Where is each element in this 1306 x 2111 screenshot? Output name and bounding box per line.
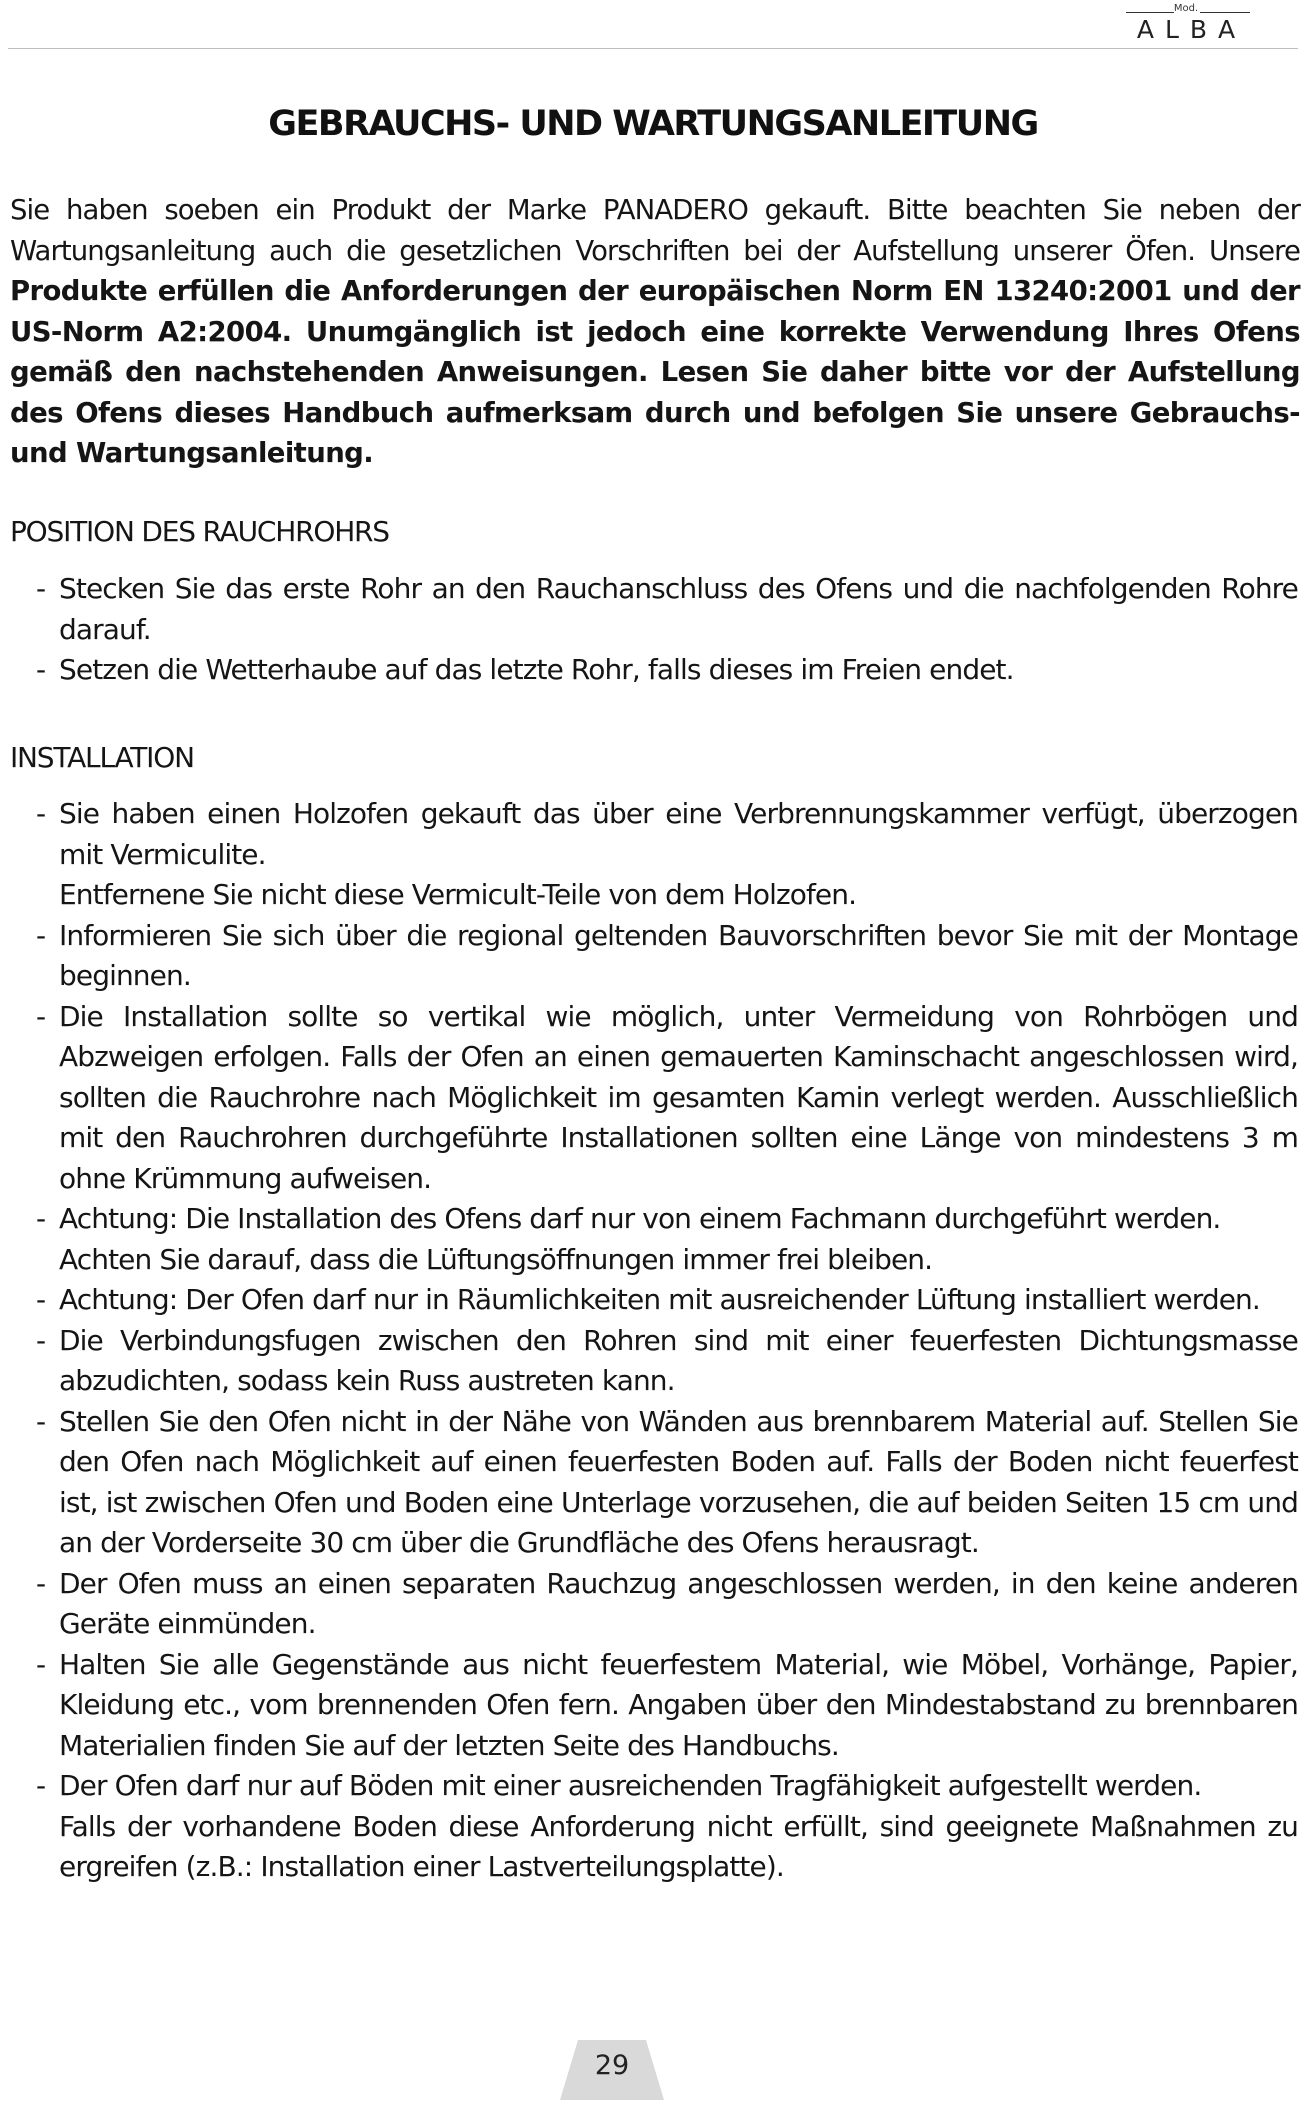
bullet-dash: - [36, 1202, 46, 1235]
bullet-dash: - [36, 1769, 46, 1802]
page-title: GEBRAUCHS- UND WARTUNGSANLEITUNG [268, 104, 1038, 144]
section-title-smoke-pipe: POSITION DES RAUCHROHRS [10, 515, 389, 548]
bullet-dash: - [36, 918, 46, 952]
bullet-dash: - [36, 1323, 46, 1357]
bullet-dash: - [36, 999, 46, 1033]
list-item [36, 1199, 1298, 1280]
list-item-continuation: Entfernene Sie nicht diese Vermicult-Teile von dem Holzofen. [59, 878, 857, 911]
list-item [36, 1402, 1298, 1564]
page-number-tab [560, 2040, 664, 2100]
list-item [36, 997, 1298, 1200]
bullet-dash: - [36, 1283, 46, 1316]
list-item [36, 1280, 1298, 1321]
bullet-dash: - [36, 653, 46, 686]
intro-paragraph [10, 190, 1300, 474]
list-item-text: Stecken Sie das erste Rohr an den Rauchanschluss des Ofens und die nachfolgenden Rohre darauf. [59, 572, 1298, 646]
bullet-dash: - [36, 1404, 46, 1438]
list-item [36, 1645, 1298, 1767]
bullet-dash: - [36, 572, 46, 605]
list-item-continuation: Falls der vorhandene Boden diese Anforderung nicht erfüllt, sind geeignete Maßnahmen zu ergreifen (z.B.: Installation einer Lastverteilungsplatte). [59, 1809, 1298, 1883]
installation-list [36, 794, 1298, 1888]
list-item [36, 794, 1298, 916]
list-item-text: Achtung: Die Installation des Ofens darf nur von einem Fachmann durchgeführt werden. [59, 1202, 1221, 1235]
list-item-text: Die Installation sollte so vertikal wie möglich, unter Vermeidung von Rohrbögen und Abzweigen erfolgen. Falls der Ofen an einen gemauerten Kaminschacht angeschlossen wird, sollten die Rauchrohre nach Möglichkeit im gesamten Kamin verlegt werden. Ausschließlich mit den Rauchrohren durchgeführte Installationen sollten eine Länge von mindestens 3 m ohne Krümmung aufweisen. [59, 999, 1298, 1195]
list-item-continuation: Achten Sie darauf, dass die Lüftungsöffnungen immer frei bleiben. [59, 1242, 933, 1276]
list-item-text: Der Ofen muss an einen separaten Rauchzug angeschlossen werden, in den keine anderen Geräte einmünden. [59, 1566, 1298, 1640]
bullet-dash: - [36, 1647, 46, 1681]
smoke-pipe-list [36, 569, 1298, 691]
list-item-text: Informieren Sie sich über die regional geltenden Bauvorschriften bevor Sie mit der Montage beginnen. [59, 918, 1298, 992]
intro-regular-text: Sie haben soeben ein Produkt der Marke PANADERO gekauft. Bitte beachten Sie neben der Wartungsanleitung auch die gesetzlichen Vorschriften bei der Aufstellung unserer Öfen. Unsere [10, 194, 1300, 267]
bullet-dash: - [36, 797, 46, 830]
list-item-text: Sie haben einen Holzofen gekauft das über eine Verbrennungskammer verfügt, überzogen mit Vermiculite. [59, 797, 1298, 871]
list-item [36, 1321, 1298, 1402]
model-name: ALBA [1136, 15, 1247, 44]
list-item [36, 1766, 1298, 1888]
list-item [36, 569, 1298, 650]
page-number: 29 [594, 2050, 630, 2081]
header-rule [8, 48, 1298, 49]
section-title-installation: INSTALLATION [10, 741, 194, 774]
list-item [36, 1564, 1298, 1645]
model-badge [1116, 2, 1256, 46]
list-item-text: Achtung: Der Ofen darf nur in Räumlichkeiten mit ausreichender Lüftung installiert werden. [59, 1283, 1260, 1316]
list-item-text: Halten Sie alle Gegenstände aus nicht feuerfestem Material, wie Möbel, Vorhänge, Papier, Kleidung etc., vom brennenden Ofen fern. Angaben über den Mindestabstand zu brennbaren Materialien finden Sie auf der letzten Seite des Handbuchs. [59, 1647, 1298, 1762]
list-item-text: Stellen Sie den Ofen nicht in der Nähe von Wänden aus brennbarem Material auf. Stellen Sie den Ofen nach Möglichkeit auf einen feuerfesten Boden auf. Falls der Boden nicht feuerfest ist, ist zwischen Ofen und Boden eine Unterlage vorzusehen, die auf beiden Seiten 15 cm und an der Vorderseite 30 cm über die Grundfläche des Ofens herausragt. [59, 1404, 1298, 1559]
list-item-text: Die Verbindungsfugen zwischen den Rohren sind mit einer feuerfesten Dichtungsmasse abzudichten, sodass kein Russ austreten kann. [59, 1323, 1298, 1397]
list-item [36, 650, 1298, 691]
bullet-dash: - [36, 1566, 46, 1600]
list-item-text: Setzen die Wetterhaube auf das letzte Rohr, falls dieses im Freien endet. [59, 653, 1014, 686]
list-item-text: Der Ofen darf nur auf Böden mit einer ausreichenden Tragfähigkeit aufgestellt werden. [59, 1769, 1202, 1802]
list-item [36, 916, 1298, 997]
intro-bold-text: Produkte erfüllen die Anforderungen der europäischen Norm EN 13240:2001 und der US-Norm A2:2004. Unumgänglich ist jedoch eine korrekte Verwendung Ihres Ofens gemäß den nachstehenden Anweisungen. Lesen Sie daher bitte vor der Aufstellung des Ofens dieses Handbuch aufmerksam durch und befolgen Sie unsere Gebrauchs- und Wartungsanleitung. [10, 275, 1300, 469]
model-label: Mod. [1173, 3, 1199, 14]
